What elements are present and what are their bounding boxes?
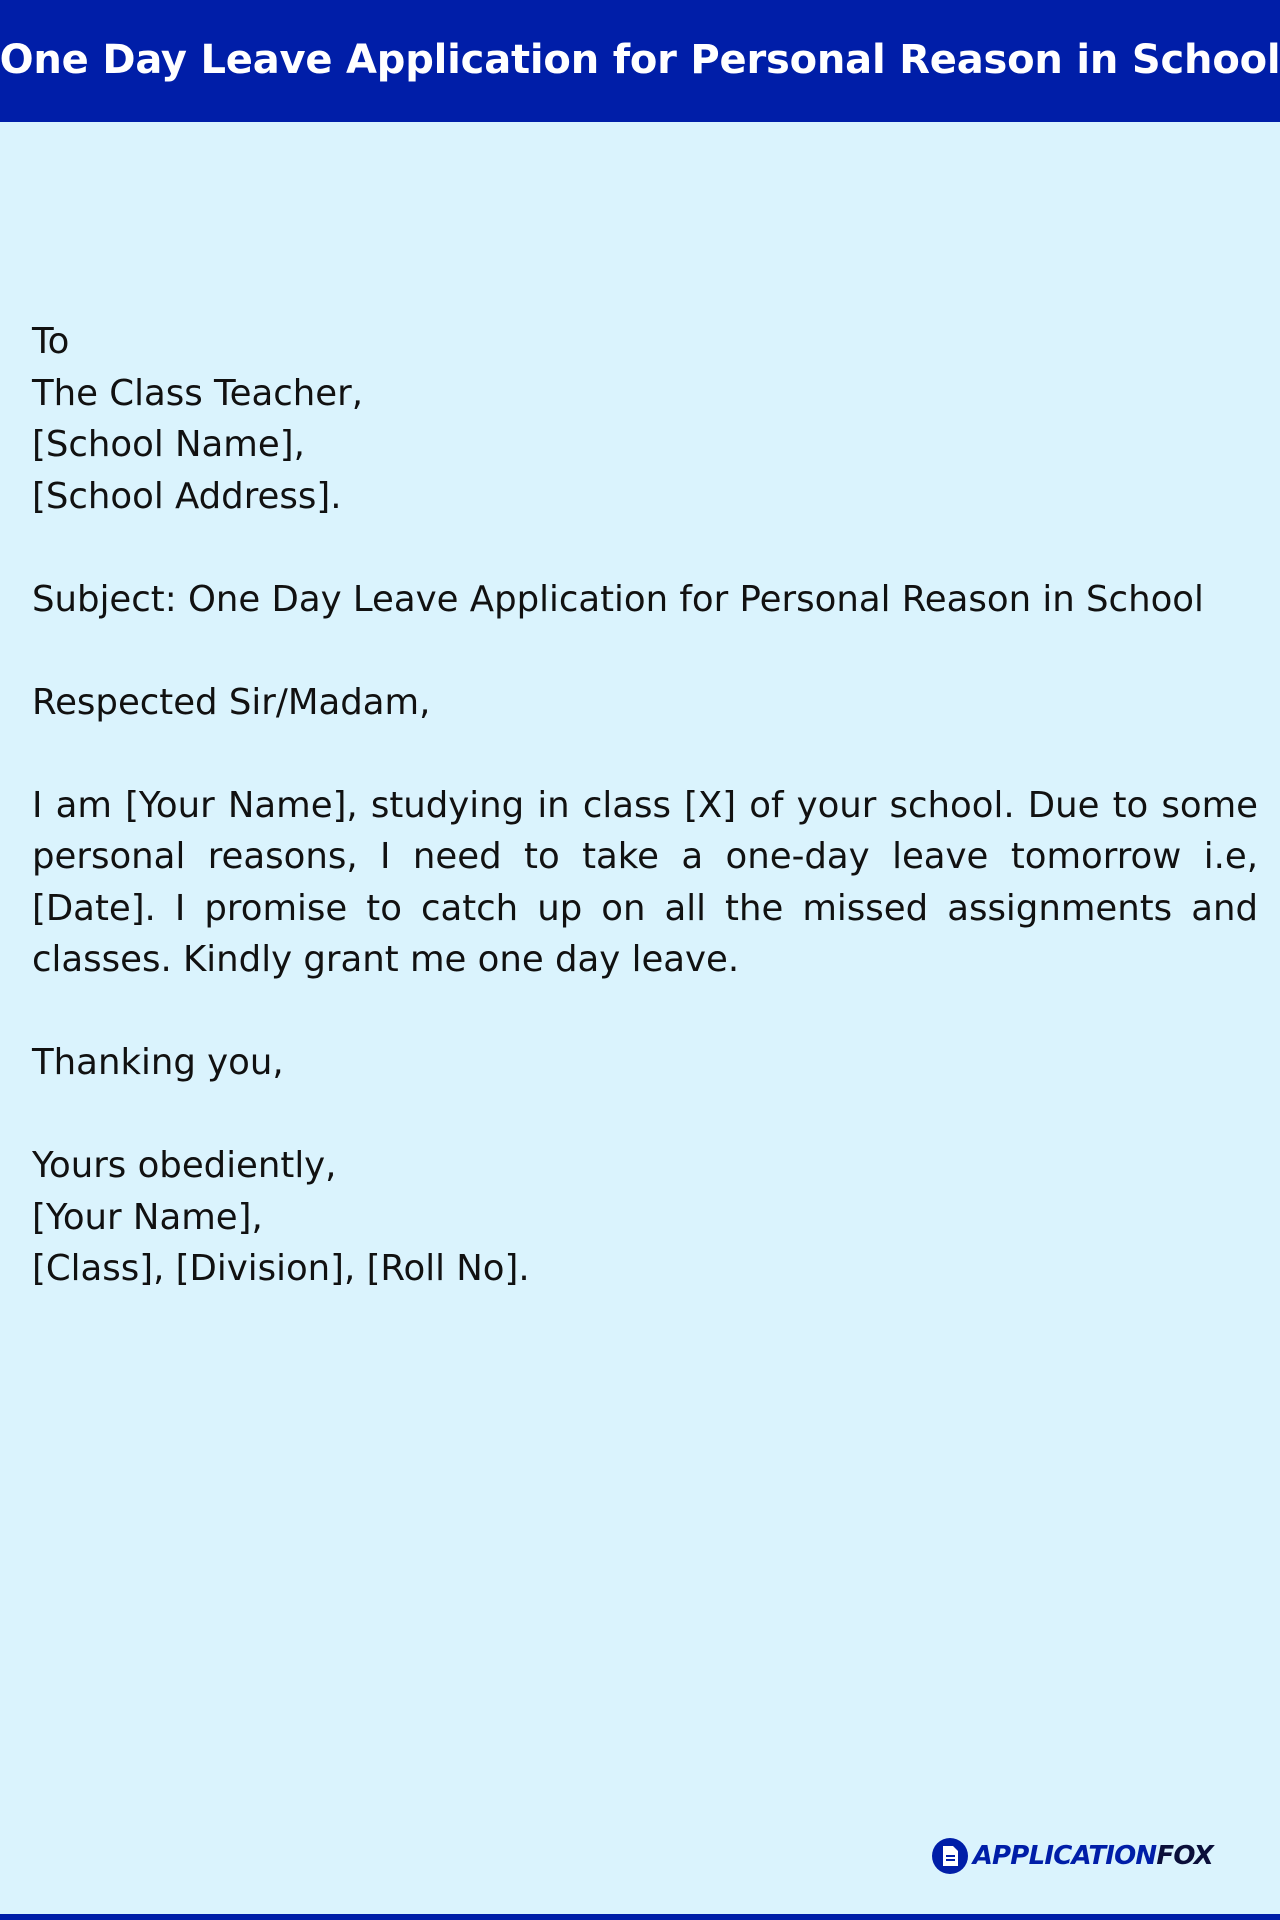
letter-paragraph: I am [Your Name], studying in class [X] of your school. Due to some personal reasons, I need to take a one-day leave tomorrow i.e, [Date]. I promise to catch up on all the missed assignments and classes. Kindly grant me one day leave. xyxy=(32,784,1258,980)
logo-wordmark xyxy=(973,1841,1213,1871)
letter-salutation: Respected Sir/Madam, xyxy=(32,681,431,723)
letter-subject: Subject: One Day Leave Application for Personal Reason in School xyxy=(32,578,1204,620)
footer-bar xyxy=(0,1914,1280,1920)
applicationfox-logo xyxy=(932,1838,1213,1874)
header-banner xyxy=(0,0,1280,122)
letter-thanks: Thanking you, xyxy=(32,1042,284,1083)
letter-to: To xyxy=(32,321,70,362)
letter-body xyxy=(32,316,1258,1295)
letter-sender-name: [Your Name], xyxy=(32,1196,263,1238)
document-icon xyxy=(932,1838,968,1874)
logo-text-fox: FOX xyxy=(1156,1841,1213,1871)
letter-school-address: [School Address]. xyxy=(32,475,342,517)
logo-text-application: APPLICATION xyxy=(972,1841,1157,1871)
letter-sender-details: [Class], [Division], [Roll No]. xyxy=(32,1248,530,1289)
page-title: One Day Leave Application for Personal Reason in School xyxy=(0,37,1280,83)
letter-closing: Yours obediently, xyxy=(32,1145,337,1186)
letter-recipient: The Class Teacher, xyxy=(32,372,363,414)
letter-school-name: [School Name], xyxy=(32,424,305,465)
